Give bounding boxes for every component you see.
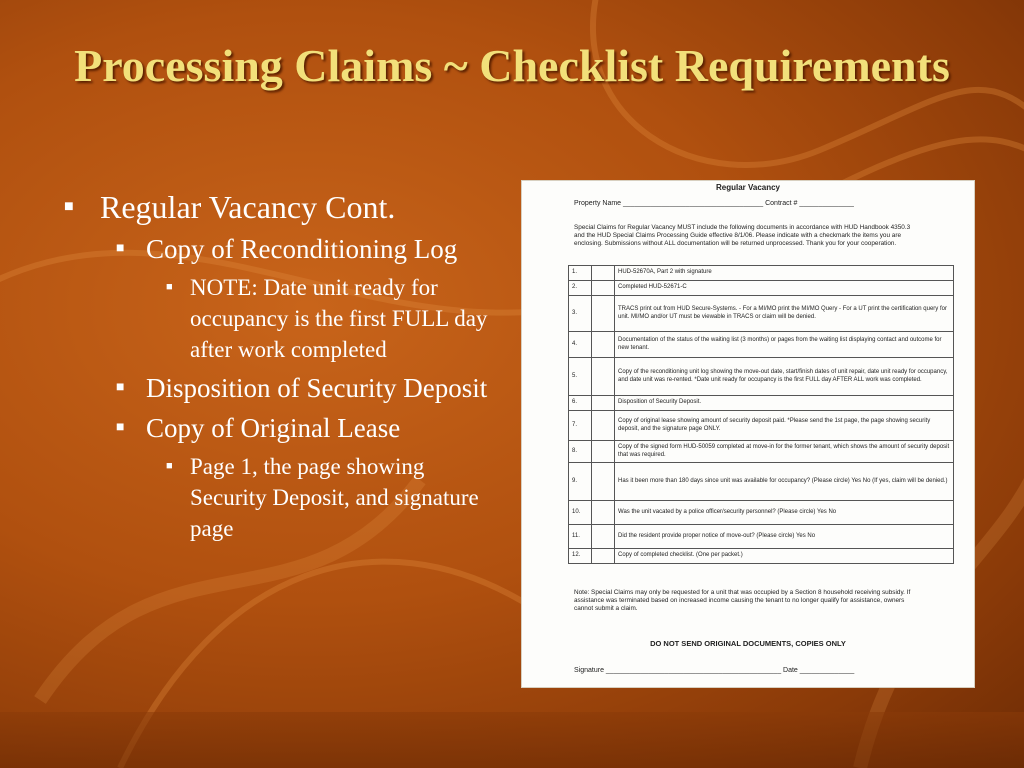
bullet-square-icon: ■ bbox=[116, 420, 125, 435]
item-text: Completed HUD-52671-C bbox=[615, 281, 954, 296]
checkbox-cell bbox=[592, 296, 615, 332]
copies-only-notice: DO NOT SEND ORIGINAL DOCUMENTS, COPIES ONLY bbox=[650, 639, 846, 648]
table-row bbox=[569, 332, 954, 358]
checkbox-cell bbox=[592, 463, 615, 501]
item-number: 10. bbox=[569, 501, 592, 525]
item-text: Has it been more than 180 days since unit was available for occupancy? (Please circle) Yes No (If yes, claim will be denied.) bbox=[615, 463, 954, 501]
table-row bbox=[569, 501, 954, 525]
document-title: Regular Vacancy bbox=[715, 183, 781, 192]
checkbox-cell bbox=[592, 396, 615, 411]
bottom-band bbox=[0, 712, 1024, 768]
item-number: 4. bbox=[569, 332, 592, 358]
table-row bbox=[569, 396, 954, 411]
checkbox-cell bbox=[592, 501, 615, 525]
table-row bbox=[569, 463, 954, 501]
bullet-item bbox=[64, 371, 504, 405]
table-row bbox=[569, 296, 954, 332]
checkbox-cell bbox=[592, 281, 615, 296]
item-number: 2. bbox=[569, 281, 592, 296]
item-number: 11. bbox=[569, 525, 592, 549]
bullet-text: NOTE: Date unit ready for occupancy is the first FULL day after work completed bbox=[190, 275, 488, 362]
bullet-item bbox=[64, 411, 504, 445]
checkbox-cell bbox=[592, 525, 615, 549]
item-text: Copy of completed checklist. (One per packet.) bbox=[615, 549, 954, 564]
bullet-text: Copy of Reconditioning Log bbox=[146, 234, 458, 264]
property-contract-line: Property Name ____________________________________ Contract # ______________ bbox=[574, 200, 854, 207]
item-text: Disposition of Security Deposit. bbox=[615, 396, 954, 411]
item-number: 6. bbox=[569, 396, 592, 411]
table-row bbox=[569, 549, 954, 564]
item-number: 8. bbox=[569, 441, 592, 463]
bullet-square-icon: ■ bbox=[166, 460, 173, 472]
table-row bbox=[569, 266, 954, 281]
bullet-text: Copy of Original Lease bbox=[146, 413, 401, 443]
bullet-item bbox=[64, 272, 504, 365]
item-number: 12. bbox=[569, 549, 592, 564]
item-number: 3. bbox=[569, 296, 592, 332]
checklist-document-image bbox=[521, 180, 975, 688]
item-number: 9. bbox=[569, 463, 592, 501]
document-note: Note: Special Claims may only be requested for a unit that was occupied by a Section 8 household receiving subsidy. If assistance was terminated based on increased income causing the tenant to no longer qualify for assistance, owners cannot submit a claim. bbox=[574, 589, 911, 612]
item-text: Did the resident provide proper notice of move-out? (Please circle) Yes No bbox=[615, 525, 954, 549]
checkbox-cell bbox=[592, 411, 615, 441]
signature-date-line: Signature _____________________________________________ Date ______________ bbox=[574, 667, 855, 674]
checkbox-cell bbox=[592, 332, 615, 358]
bullet-square-icon: ■ bbox=[116, 241, 125, 256]
item-text: Copy of original lease showing amount of security deposit paid. *Please send the 1st page, the page showing security deposit, and the signature page ONLY. bbox=[615, 411, 954, 441]
item-number: 7. bbox=[569, 411, 592, 441]
checkbox-cell bbox=[592, 441, 615, 463]
bullet-item bbox=[64, 451, 504, 544]
bullet-text: Disposition of Security Deposit bbox=[146, 373, 488, 403]
checkbox-cell bbox=[592, 358, 615, 396]
item-text: TRACS print out from HUD Secure-Systems. - For a MI/MO print the MI/MO Query - For a UT print the certification query for unit. MI/MO and/or UT must be viewable in TRACS or claim will be denied. bbox=[615, 296, 954, 332]
checkbox-cell bbox=[592, 549, 615, 564]
bullet-item bbox=[64, 188, 504, 226]
item-text: Copy of the signed form HUD-50059 completed at move-in for the former tenant, which shows the amount of security deposit that was required. bbox=[615, 441, 954, 463]
item-number: 5. bbox=[569, 358, 592, 396]
bullet-square-icon: ■ bbox=[64, 198, 74, 215]
item-text: HUD-52670A, Part 2 with signature bbox=[615, 266, 954, 281]
item-text: Documentation of the status of the waiting list (3 months) or pages from the waiting list displaying contact and outcome for new tenant. bbox=[615, 332, 954, 358]
bullet-square-icon: ■ bbox=[116, 380, 125, 395]
bullet-item bbox=[64, 232, 504, 266]
bullet-text: Page 1, the page showing Security Deposit, and signature page bbox=[190, 454, 479, 541]
bullet-text: Regular Vacancy Cont. bbox=[100, 189, 396, 225]
checkbox-cell bbox=[592, 266, 615, 281]
item-text: Copy of the reconditioning unit log showing the move-out date, start/finish dates of unit repair, date unit ready for occupancy, and date unit was re-rented. *Date unit ready for occupancy is the first FULL day AFTER ALL work was completed. bbox=[615, 358, 954, 396]
table-row bbox=[569, 281, 954, 296]
slide-title: Processing Claims ~ Checklist Requirements bbox=[74, 40, 950, 91]
bullet-square-icon: ■ bbox=[166, 281, 173, 293]
checklist-table bbox=[568, 265, 954, 564]
bullet-list bbox=[64, 188, 504, 550]
item-number: 1. bbox=[569, 266, 592, 281]
table-row bbox=[569, 358, 954, 396]
item-text: Was the unit vacated by a police officer/security personnel? (Please circle) Yes No bbox=[615, 501, 954, 525]
table-row bbox=[569, 525, 954, 549]
table-row bbox=[569, 411, 954, 441]
document-intro: Special Claims for Regular Vacancy MUST include the following documents in accordance with HUD Handbook 4350.3 and the HUD Special Claims Processing Guide effective 8/1/06. Please indicate with a checkmark the items you are enclosing. Submissions without ALL documentation will be returned unprocessed. Thank you for your cooperation. bbox=[574, 224, 911, 247]
table-row bbox=[569, 441, 954, 463]
